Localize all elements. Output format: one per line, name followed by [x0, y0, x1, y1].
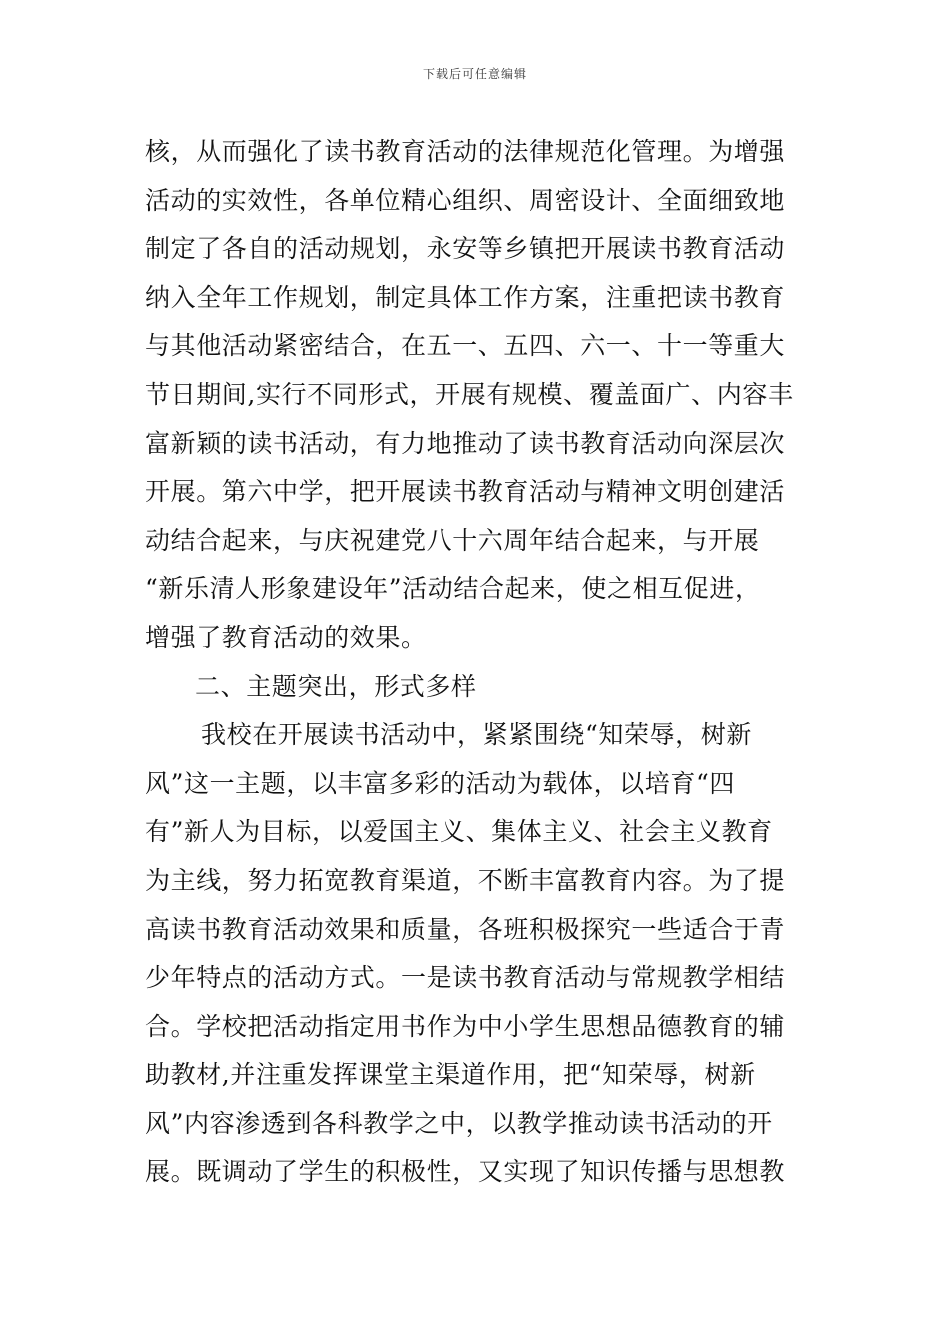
- text-line: 动结合起来，与庆祝建党八十六周年结合起来，与开展: [145, 525, 760, 555]
- text-line: 富新颖的读书活动，有力地推动了读书教育活动向深层次: [145, 428, 786, 458]
- text-line: 开展。第六中学，把开展读书教育活动与精神文明创建活: [145, 477, 786, 507]
- text-line: 合。学校把活动指定用书作为中小学生思想品德教育的辅: [145, 1011, 786, 1041]
- text-line: 助教材,并注重发挥课堂主渠道作用，把“知荣辱，树新: [145, 1060, 756, 1090]
- text-line: 风”这一主题，以丰富多彩的活动为载体，以培育“四: [145, 768, 735, 798]
- text-line: 少年特点的活动方式。一是读书教育活动与常规教学相结: [145, 963, 786, 993]
- section-heading: 二、主题突出，形式多样: [195, 671, 477, 701]
- text-line: 与其他活动紧密结合，在五一、五四、六一、十一等重大: [145, 331, 786, 361]
- document-body: [145, 128, 815, 1197]
- text-line: 高读书教育活动效果和质量，各班积极探究一些适合于青: [145, 914, 786, 944]
- page-header: 下载后可任意编辑: [422, 67, 527, 81]
- text-line: 制定了各自的活动规划，永安等乡镇把开展读书教育活动: [145, 234, 786, 264]
- text-line: 为主线，努力拓宽教育渠道，不断丰富教育内容。为了提: [145, 865, 786, 895]
- text-line: 节日期间,实行不同形式，开展有规模、覆盖面广、内容丰: [145, 379, 794, 409]
- paragraph-first-line: 我校在开展读书活动中，紧紧围绕“知荣辱，树新: [201, 720, 752, 750]
- text-line: 活动的实效性，各单位精心组织、周密设计、全面细致地: [145, 185, 786, 215]
- text-line: 有”新人为目标，以爱国主义、集体主义、社会主义教育: [145, 817, 773, 847]
- text-line: 增强了教育活动的效果。: [145, 622, 427, 652]
- text-line: 展。既调动了学生的积极性，又实现了知识传播与思想教: [145, 1157, 786, 1187]
- text-line: 纳入全年工作规划，制定具体工作方案，注重把读书教育: [145, 282, 786, 312]
- text-line: 风”内容渗透到各科教学之中，以教学推动读书活动的开: [145, 1108, 773, 1138]
- text-line: 核，从而强化了读书教育活动的法律规范化管理。为增强: [145, 137, 786, 166]
- text-line: “新乐清人形象建设年”活动结合起来，使之相互促进，: [145, 574, 761, 604]
